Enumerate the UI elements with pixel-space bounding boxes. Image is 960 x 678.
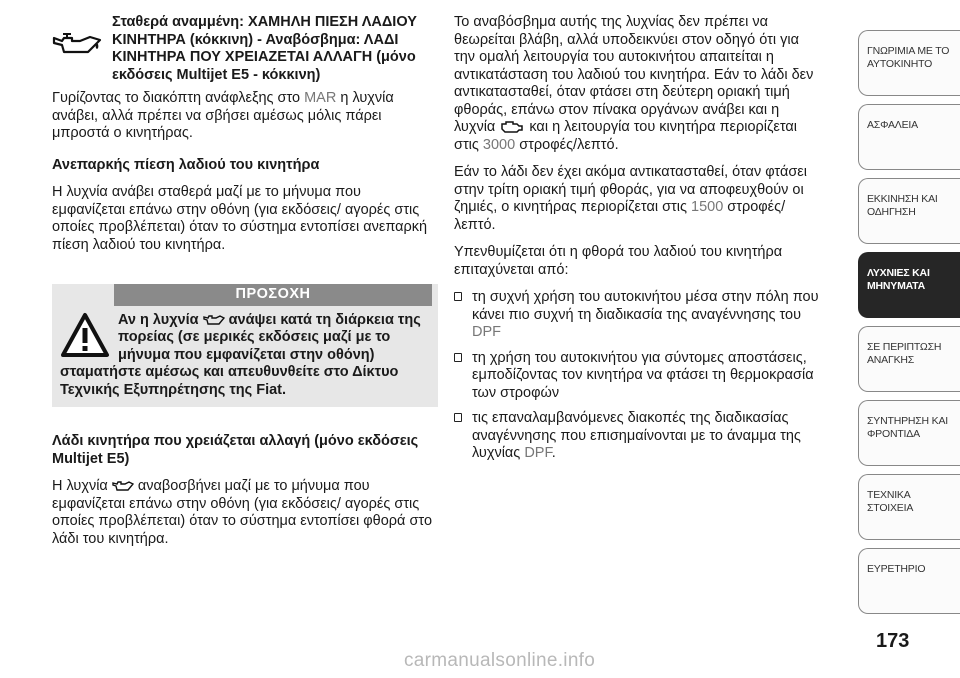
tab-emergency[interactable]: ΣΕ ΠΕΡΙΠΤΩΣΗ ΑΝΑΓΚΗΣ	[858, 326, 960, 392]
right-column	[454, 14, 824, 471]
list-item: τη χρήση του αυτοκινήτου για σύντομες αποστάσεις, εμποδίζοντας τον κινητήρα να φτάσει τη θερμοκρασία των στροφών	[454, 350, 824, 403]
tab-warning-lights[interactable]: ΛΥΧΝΙΕΣ ΚΑΙ ΜΗΝΥΜΑΤΑ	[858, 252, 960, 318]
warning-box	[52, 284, 438, 407]
paragraph-low-pressure: Η λυχνία ανάβει σταθερά μαζί με το μήνυμα που εμφανίζεται επάνω στην οθόνη (για εκδόσεις/ αγορές στις οποίες προβλέπεται) όταν το σύστημα εντοπίσει ανεπαρκή πίεση λαδιού του κινητήρα.	[52, 184, 428, 253]
tab-getting-to-know[interactable]: ΓΝΩΡΙΜΙΑ ΜΕ ΤΟ ΑΥΤΟΚΙΝΗΤΟ	[858, 30, 960, 96]
left-column	[52, 14, 438, 558]
causes-list	[454, 289, 824, 463]
paragraph-oil-degradation: Η λυχνία αναβοσβήνει μαζί με το μήνυμα που εμφανίζεται επάνω στην οθόνη (για εκδόσεις/ αγορές στις οποίες προβλέπεται) όταν το σύστημα εντοπίσει φθορά στο λάδι του κινητήρα.	[52, 478, 433, 547]
subheading-oil-change: Λάδι κινητήρα που χρειάζεται αλλαγή (μόνο εκδόσεις Multijet E5)	[52, 433, 419, 467]
tab-safety[interactable]: ΑΣΦΑΛΕΙΑ	[858, 104, 960, 170]
tab-technical-data[interactable]: ΤΕΧΝΙΚΑ ΣΤΟΙΧΕΙΑ	[858, 474, 960, 540]
tab-index[interactable]: ΕΥΡΕΤΗΡΙΟ	[858, 548, 960, 614]
square-bullet-icon	[454, 292, 462, 301]
page-number: 173	[876, 630, 910, 652]
section-header-title: Σταθερά αναμμένη: ΧΑΜΗΛΗ ΠΙΕΣΗ ΛΑΔΙΟΥ ΚΙΝΗΤΗΡΑ (κόκκινη) - Αναβόσβημα: ΛΑΔΙ ΚΙΝΗΤΗΡΑ ΠΟΥ ΧΡΕΙΑΖΕΤΑΙ ΑΛΛΑΓΗ (μόνο εκδόσεις Multijet E5 - κόκκινη)	[112, 14, 417, 83]
section-header	[52, 14, 438, 84]
warning-title: ΠΡΟΣΟΧΗ	[114, 284, 432, 306]
oil-can-icon	[52, 14, 112, 62]
rpm-limit-1500: 1500	[691, 199, 724, 215]
engine-icon	[499, 120, 525, 133]
paragraph-blinking-meaning: Το αναβόσβημα αυτής της λυχνίας δεν πρέπει να θεωρείται βλάβη, αλλά υποδεικνύει στον οδηγό ότι για την ομαλή λειτουργία του αυτοκινήτου απαιτείται η αντικατάσταση του λαδιού του κινητήρα. Εάν το λάδι δεν αντικατασταθεί, όταν φτάσει στη δεύτερη οριακή τιμή φθοράς, επάνω στον πίνακα οργάνων ανάβει και η λυχνία και η λειτουργία του κινητήρα περιορίζεται στις 3000 στροφές/λεπτό.	[454, 14, 814, 153]
mar-position: MAR	[304, 90, 337, 106]
list-item: τη συχνή χρήση του αυτοκινήτου μέσα στην πόλη που κάνει πιο συχνή τη διαδικασία της αναγέννησης του DPF	[454, 289, 824, 342]
paragraph-ignition: Γυρίζοντας το διακόπτη ανάφλεξης στο MAR η λυχνία ανάβει, αλλά πρέπει να σβήσει αμέσως μόλις πάρει μπροστά ο κινητήρας.	[52, 90, 394, 141]
square-bullet-icon	[454, 353, 462, 362]
paragraph-reminder: Υπενθυμίζεται ότι η φθορά του λαδιού του κινητήρα επιταχύνεται από:	[454, 244, 783, 278]
warning-body: Αν η λυχνία ανάψει κατά τη διάρκεια της πορείας (σε μερικές εκδόσεις μαζί με το μήνυμα που εμφανίζεται στην οθόνη) σταματήστε αμέσως και απευθυνθείτε στο Δίκτυο Τεχνικής Εξυπηρέτησης της Fiat.	[60, 311, 421, 398]
list-item: τις επαναλαμβανόμενες διακοπές της διαδικασίας αναγέννησης που επισημαίνονται με το άναμμα της λυχνίας DPF.	[454, 410, 824, 463]
subheading-low-pressure: Ανεπαρκής πίεση λαδιού του κινητήρα	[52, 156, 320, 173]
tab-starting-driving[interactable]: ΕΚΚΙΝΗΣΗ ΚΑΙ ΟΔΗΓΗΣΗ	[858, 178, 960, 244]
oil-can-icon	[203, 314, 225, 325]
tab-maintenance[interactable]: ΣΥΝΤΗΡΗΣΗ ΚΑΙ ΦΡΟΝΤΙΔΑ	[858, 400, 960, 466]
warning-triangle-icon	[60, 312, 110, 358]
watermark: carmanualsonline.info	[404, 650, 596, 671]
oil-can-icon	[112, 480, 134, 491]
square-bullet-icon	[454, 413, 462, 422]
chapter-tabs	[858, 30, 960, 622]
rpm-limit-3000: 3000	[482, 136, 516, 153]
paragraph-third-limit: Εάν το λάδι δεν έχει ακόμα αντικατασταθεί, όταν φτάσει στην τρίτη οριακή τιμή φθοράς, για να αποφευχθούν οι ζημιές, ο κινητήρας περιορίζεται στις 1500 στροφές/λεπτό.	[454, 164, 807, 233]
